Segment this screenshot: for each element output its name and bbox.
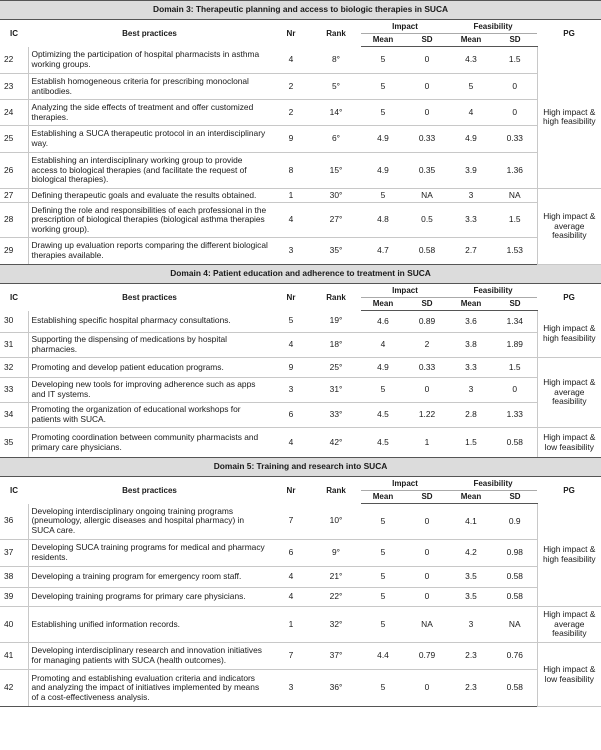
- best-practice-cell: Defining the role and responsibilities of each professional in the prescription of biological therapies (biological asthma therapies working group).: [28, 203, 271, 238]
- col-rank-header: Rank: [326, 292, 346, 302]
- best-practice-cell: Promoting coordination between community pharmacists and primary care physicians.: [28, 428, 271, 458]
- impact-mean-cell: 5: [361, 100, 405, 126]
- impact-mean-cell: 5: [361, 189, 405, 203]
- feasibility-mean-cell: 2.3: [449, 670, 493, 707]
- pg-cell: High impact & average feasibility: [537, 189, 601, 265]
- feasibility-sd-cell: 1.33: [493, 403, 537, 428]
- col-rank-header: Rank: [326, 28, 346, 38]
- best-practice-cell: Establishing specific hospital pharmacy consultations.: [28, 311, 271, 333]
- impact-sd-cell: 0: [405, 47, 449, 74]
- rank-cell: 27°: [311, 203, 361, 238]
- rank-cell: 22°: [311, 588, 361, 607]
- impact-mean-cell: 4.9: [361, 358, 405, 378]
- ic-cell: 27: [0, 189, 28, 203]
- col-impact-header: Impact: [361, 477, 449, 491]
- feasibility-sd-cell: 1.34: [493, 311, 537, 333]
- feasibility-mean-cell: 2.8: [449, 403, 493, 428]
- nr-cell: 4: [271, 203, 311, 238]
- impact-mean-cell: 4.4: [361, 643, 405, 670]
- nr-cell: 2: [271, 100, 311, 126]
- nr-cell: 9: [271, 358, 311, 378]
- domain-4-title: Domain 4: Patient education and adherence to treatment in SUCA: [0, 265, 601, 284]
- feasibility-sd-cell: 1.89: [493, 333, 537, 358]
- best-practice-cell: Establishing an interdisciplinary working group to provide access to biological therapies (and facilitate the request of biological therapies).: [28, 153, 271, 189]
- table-row: [0, 74, 601, 100]
- best-practice-cell: Developing interdisciplinary ongoing training programs (pneumology, allergic diseases and hospital pharmacy) in SUCA care.: [28, 504, 271, 540]
- impact-sd-cell: 0.35: [405, 153, 449, 189]
- rank-cell: 8°: [311, 47, 361, 74]
- impact-mean-cell: 4.5: [361, 428, 405, 458]
- rank-cell: 30°: [311, 189, 361, 203]
- impact-mean-cell: 5: [361, 504, 405, 540]
- table-row: [0, 203, 601, 238]
- impact-sd-cell: 0.33: [405, 358, 449, 378]
- col-impact-mean-header: Mean: [361, 491, 405, 504]
- ic-cell: 37: [0, 540, 28, 567]
- col-impact-sd-header: SD: [405, 298, 449, 311]
- rank-cell: 35°: [311, 238, 361, 265]
- impact-mean-cell: 5: [361, 670, 405, 707]
- impact-mean-cell: 4.9: [361, 126, 405, 153]
- ic-cell: 28: [0, 203, 28, 238]
- ic-cell: 22: [0, 47, 28, 74]
- pg-cell: High impact & high feasibility: [537, 311, 601, 358]
- rank-cell: 5°: [311, 74, 361, 100]
- rank-cell: 25°: [311, 358, 361, 378]
- nr-cell: 1: [271, 189, 311, 203]
- col-feasibility-header: Feasibility: [449, 477, 537, 491]
- feasibility-mean-cell: 3.8: [449, 333, 493, 358]
- feasibility-mean-cell: 4.2: [449, 540, 493, 567]
- feasibility-mean-cell: 1.5: [449, 428, 493, 458]
- feasibility-sd-cell: 1.36: [493, 153, 537, 189]
- table-row: [0, 47, 601, 74]
- best-practice-cell: Optimizing the participation of hospital pharmacists in asthma working groups.: [28, 47, 271, 74]
- col-feasibility-sd-header: SD: [493, 298, 537, 311]
- nr-cell: 4: [271, 567, 311, 588]
- feasibility-sd-cell: 0: [493, 100, 537, 126]
- col-nr-header: Nr: [286, 485, 296, 495]
- feasibility-mean-cell: 3.3: [449, 203, 493, 238]
- feasibility-mean-cell: 3: [449, 378, 493, 403]
- table-row: [0, 504, 601, 540]
- ic-cell: 39: [0, 588, 28, 607]
- pg-cell: High impact & average feasibility: [537, 358, 601, 428]
- domain-3-title-row: [0, 1, 601, 20]
- col-best-practices-header: Best practices: [122, 485, 177, 495]
- best-practice-cell: Defining therapeutic goals and evaluate the results obtained.: [28, 189, 271, 203]
- best-practice-cell: Supporting the dispensing of medications by hospital pharmacies.: [28, 333, 271, 358]
- col-best-practices-header: Best practices: [122, 292, 177, 302]
- table-row: [0, 311, 601, 333]
- impact-sd-cell: 0.79: [405, 643, 449, 670]
- feasibility-sd-cell: 0.9: [493, 504, 537, 540]
- rank-cell: 32°: [311, 607, 361, 643]
- table-row: [0, 670, 601, 707]
- rank-cell: 42°: [311, 428, 361, 458]
- feasibility-mean-cell: 3: [449, 189, 493, 203]
- nr-cell: 4: [271, 47, 311, 74]
- ic-cell: 32: [0, 358, 28, 378]
- impact-mean-cell: 5: [361, 74, 405, 100]
- ic-cell: 42: [0, 670, 28, 707]
- feasibility-sd-cell: 0.58: [493, 428, 537, 458]
- col-impact-mean-header: Mean: [361, 298, 405, 311]
- ic-cell: 25: [0, 126, 28, 153]
- pg-cell: High impact & low feasibility: [537, 643, 601, 707]
- feasibility-mean-cell: 3.5: [449, 567, 493, 588]
- col-feasibility-mean-header: Mean: [449, 298, 493, 311]
- feasibility-sd-cell: 0: [493, 74, 537, 100]
- table-row: [0, 153, 601, 189]
- nr-cell: 1: [271, 607, 311, 643]
- feasibility-mean-cell: 2.7: [449, 238, 493, 265]
- rank-cell: 36°: [311, 670, 361, 707]
- feasibility-sd-cell: 1.5: [493, 358, 537, 378]
- col-ic-header: IC: [10, 28, 18, 38]
- feasibility-sd-cell: 0.58: [493, 567, 537, 588]
- best-practice-cell: Establish homogeneous criteria for prescribing monoclonal antibodies.: [28, 74, 271, 100]
- pg-cell: High impact & high feasibility: [537, 504, 601, 607]
- rank-cell: 14°: [311, 100, 361, 126]
- nr-cell: 4: [271, 588, 311, 607]
- impact-mean-cell: 5: [361, 378, 405, 403]
- ic-cell: 35: [0, 428, 28, 458]
- impact-mean-cell: 4: [361, 333, 405, 358]
- feasibility-sd-cell: NA: [493, 189, 537, 203]
- impact-mean-cell: 5: [361, 540, 405, 567]
- rank-cell: 10°: [311, 504, 361, 540]
- col-impact-mean-header: Mean: [361, 34, 405, 47]
- ic-cell: 23: [0, 74, 28, 100]
- impact-sd-cell: 0: [405, 378, 449, 403]
- table-row: [0, 540, 601, 567]
- table-row: [0, 333, 601, 358]
- col-best-practices-header: Best practices: [122, 28, 177, 38]
- impact-mean-cell: 4.8: [361, 203, 405, 238]
- feasibility-sd-cell: 0: [493, 378, 537, 403]
- impact-sd-cell: 0: [405, 74, 449, 100]
- rank-cell: 33°: [311, 403, 361, 428]
- best-practice-cell: Drawing up evaluation reports comparing the different biological therapies available.: [28, 238, 271, 265]
- impact-sd-cell: NA: [405, 607, 449, 643]
- col-feasibility-mean-header: Mean: [449, 491, 493, 504]
- table-row: [0, 238, 601, 265]
- impact-sd-cell: NA: [405, 189, 449, 203]
- col-feasibility-header: Feasibility: [449, 20, 537, 34]
- nr-cell: 3: [271, 378, 311, 403]
- feasibility-mean-cell: 4: [449, 100, 493, 126]
- pg-cell: High impact & low feasibility: [537, 428, 601, 458]
- rank-cell: 15°: [311, 153, 361, 189]
- best-practice-cell: Establishing a SUCA therapeutic protocol in an interdisciplinary way.: [28, 126, 271, 153]
- col-nr-header: Nr: [286, 292, 296, 302]
- col-impact-sd-header: SD: [405, 491, 449, 504]
- feasibility-mean-cell: 3.9: [449, 153, 493, 189]
- feasibility-mean-cell: 3.6: [449, 311, 493, 333]
- nr-cell: 8: [271, 153, 311, 189]
- impact-sd-cell: 0.33: [405, 126, 449, 153]
- col-pg-header: PG: [563, 28, 575, 38]
- impact-sd-cell: 0: [405, 540, 449, 567]
- nr-cell: 9: [271, 126, 311, 153]
- nr-cell: 2: [271, 74, 311, 100]
- impact-sd-cell: 0: [405, 504, 449, 540]
- table-row: [0, 428, 601, 458]
- impact-sd-cell: 0: [405, 670, 449, 707]
- ic-cell: 40: [0, 607, 28, 643]
- nr-cell: 3: [271, 670, 311, 707]
- rank-cell: 21°: [311, 567, 361, 588]
- table-row: [0, 567, 601, 588]
- col-pg-header: PG: [563, 485, 575, 495]
- col-feasibility-header: Feasibility: [449, 284, 537, 298]
- nr-cell: 5: [271, 311, 311, 333]
- table-row: [0, 100, 601, 126]
- impact-mean-cell: 4.6: [361, 311, 405, 333]
- pg-cell: High impact & high feasibility: [537, 47, 601, 189]
- best-practice-cell: Developing a training program for emergency room staff.: [28, 567, 271, 588]
- domain-5-title: Domain 5: Training and research into SUCA: [0, 458, 601, 477]
- rank-cell: 31°: [311, 378, 361, 403]
- rank-cell: 9°: [311, 540, 361, 567]
- col-impact-header: Impact: [361, 284, 449, 298]
- feasibility-sd-cell: 1.5: [493, 47, 537, 74]
- best-practice-cell: Promoting the organization of educational workshops for patients with SUCA.: [28, 403, 271, 428]
- best-practice-cell: Developing SUCA training programs for medical and pharmacy residents.: [28, 540, 271, 567]
- impact-sd-cell: 0: [405, 588, 449, 607]
- table-row: [0, 358, 601, 378]
- impact-sd-cell: 1: [405, 428, 449, 458]
- table-row: [0, 643, 601, 670]
- col-impact-sd-header: SD: [405, 34, 449, 47]
- rank-cell: 19°: [311, 311, 361, 333]
- table-row: [0, 403, 601, 428]
- table-row: [0, 378, 601, 403]
- col-rank-header: Rank: [326, 485, 346, 495]
- feasibility-mean-cell: 4.3: [449, 47, 493, 74]
- domain-5-header-row: [0, 477, 601, 491]
- rank-cell: 37°: [311, 643, 361, 670]
- ic-cell: 38: [0, 567, 28, 588]
- ic-cell: 31: [0, 333, 28, 358]
- pg-cell: High impact & average feasibility: [537, 607, 601, 643]
- best-practice-cell: Developing new tools for improving adherence such as apps and IT systems.: [28, 378, 271, 403]
- impact-sd-cell: 2: [405, 333, 449, 358]
- feasibility-mean-cell: 3: [449, 607, 493, 643]
- impact-sd-cell: 0: [405, 567, 449, 588]
- domain-4-title-row: [0, 265, 601, 284]
- best-practice-cell: Developing interdisciplinary research and innovation initiatives for managing patients with SUCA (health outcomes).: [28, 643, 271, 670]
- ic-cell: 30: [0, 311, 28, 333]
- rank-cell: 18°: [311, 333, 361, 358]
- feasibility-mean-cell: 4.1: [449, 504, 493, 540]
- nr-cell: 4: [271, 333, 311, 358]
- best-practice-cell: Promoting and establishing evaluation criteria and indicators and analyzing the impact of initiatives implemented by means of a cost-effectiveness analysis.: [28, 670, 271, 707]
- feasibility-mean-cell: 4.9: [449, 126, 493, 153]
- col-impact-header: Impact: [361, 20, 449, 34]
- ic-cell: 34: [0, 403, 28, 428]
- impact-mean-cell: 4.5: [361, 403, 405, 428]
- col-feasibility-mean-header: Mean: [449, 34, 493, 47]
- domain-3-title: Domain 3: Therapeutic planning and access to biologic therapies in SUCA: [0, 1, 601, 20]
- ic-cell: 29: [0, 238, 28, 265]
- impact-sd-cell: 1.22: [405, 403, 449, 428]
- impact-sd-cell: 0.58: [405, 238, 449, 265]
- col-ic-header: IC: [10, 292, 18, 302]
- col-feasibility-sd-header: SD: [493, 34, 537, 47]
- feasibility-sd-cell: 1.5: [493, 203, 537, 238]
- nr-cell: 7: [271, 643, 311, 670]
- nr-cell: 6: [271, 540, 311, 567]
- domain-4-header-row: [0, 284, 601, 298]
- feasibility-sd-cell: 0.58: [493, 588, 537, 607]
- ic-cell: 26: [0, 153, 28, 189]
- ic-cell: 33: [0, 378, 28, 403]
- feasibility-sd-cell: NA: [493, 607, 537, 643]
- feasibility-mean-cell: 2.3: [449, 643, 493, 670]
- impact-mean-cell: 5: [361, 47, 405, 74]
- impact-mean-cell: 5: [361, 567, 405, 588]
- table-row: [0, 126, 601, 153]
- impact-sd-cell: 0.89: [405, 311, 449, 333]
- feasibility-sd-cell: 1.53: [493, 238, 537, 265]
- table-row: [0, 189, 601, 203]
- feasibility-mean-cell: 3.3: [449, 358, 493, 378]
- domain-3-header-row: [0, 20, 601, 34]
- impact-mean-cell: 5: [361, 607, 405, 643]
- col-feasibility-sd-header: SD: [493, 491, 537, 504]
- ic-cell: 24: [0, 100, 28, 126]
- feasibility-sd-cell: 0.76: [493, 643, 537, 670]
- col-nr-header: Nr: [286, 28, 296, 38]
- feasibility-sd-cell: 0.98: [493, 540, 537, 567]
- domain-5-title-row: [0, 458, 601, 477]
- impact-sd-cell: 0.5: [405, 203, 449, 238]
- impact-mean-cell: 5: [361, 588, 405, 607]
- best-practice-cell: Establishing unified information records.: [28, 607, 271, 643]
- col-ic-header: IC: [10, 485, 18, 495]
- nr-cell: 3: [271, 238, 311, 265]
- ic-cell: 36: [0, 504, 28, 540]
- best-practice-cell: Promoting and develop patient education programs.: [28, 358, 271, 378]
- impact-mean-cell: 4.7: [361, 238, 405, 265]
- table-row: [0, 588, 601, 607]
- impact-mean-cell: 4.9: [361, 153, 405, 189]
- feasibility-mean-cell: 5: [449, 74, 493, 100]
- nr-cell: 6: [271, 403, 311, 428]
- ic-cell: 41: [0, 643, 28, 670]
- feasibility-sd-cell: 0.33: [493, 126, 537, 153]
- impact-sd-cell: 0: [405, 100, 449, 126]
- nr-cell: 7: [271, 504, 311, 540]
- col-pg-header: PG: [563, 292, 575, 302]
- feasibility-mean-cell: 3.5: [449, 588, 493, 607]
- rank-cell: 6°: [311, 126, 361, 153]
- table-row: [0, 607, 601, 643]
- nr-cell: 4: [271, 428, 311, 458]
- feasibility-sd-cell: 0.58: [493, 670, 537, 707]
- best-practice-cell: Analyzing the side effects of treatment and offer customized therapies.: [28, 100, 271, 126]
- best-practice-cell: Developing training programs for primary care physicians.: [28, 588, 271, 607]
